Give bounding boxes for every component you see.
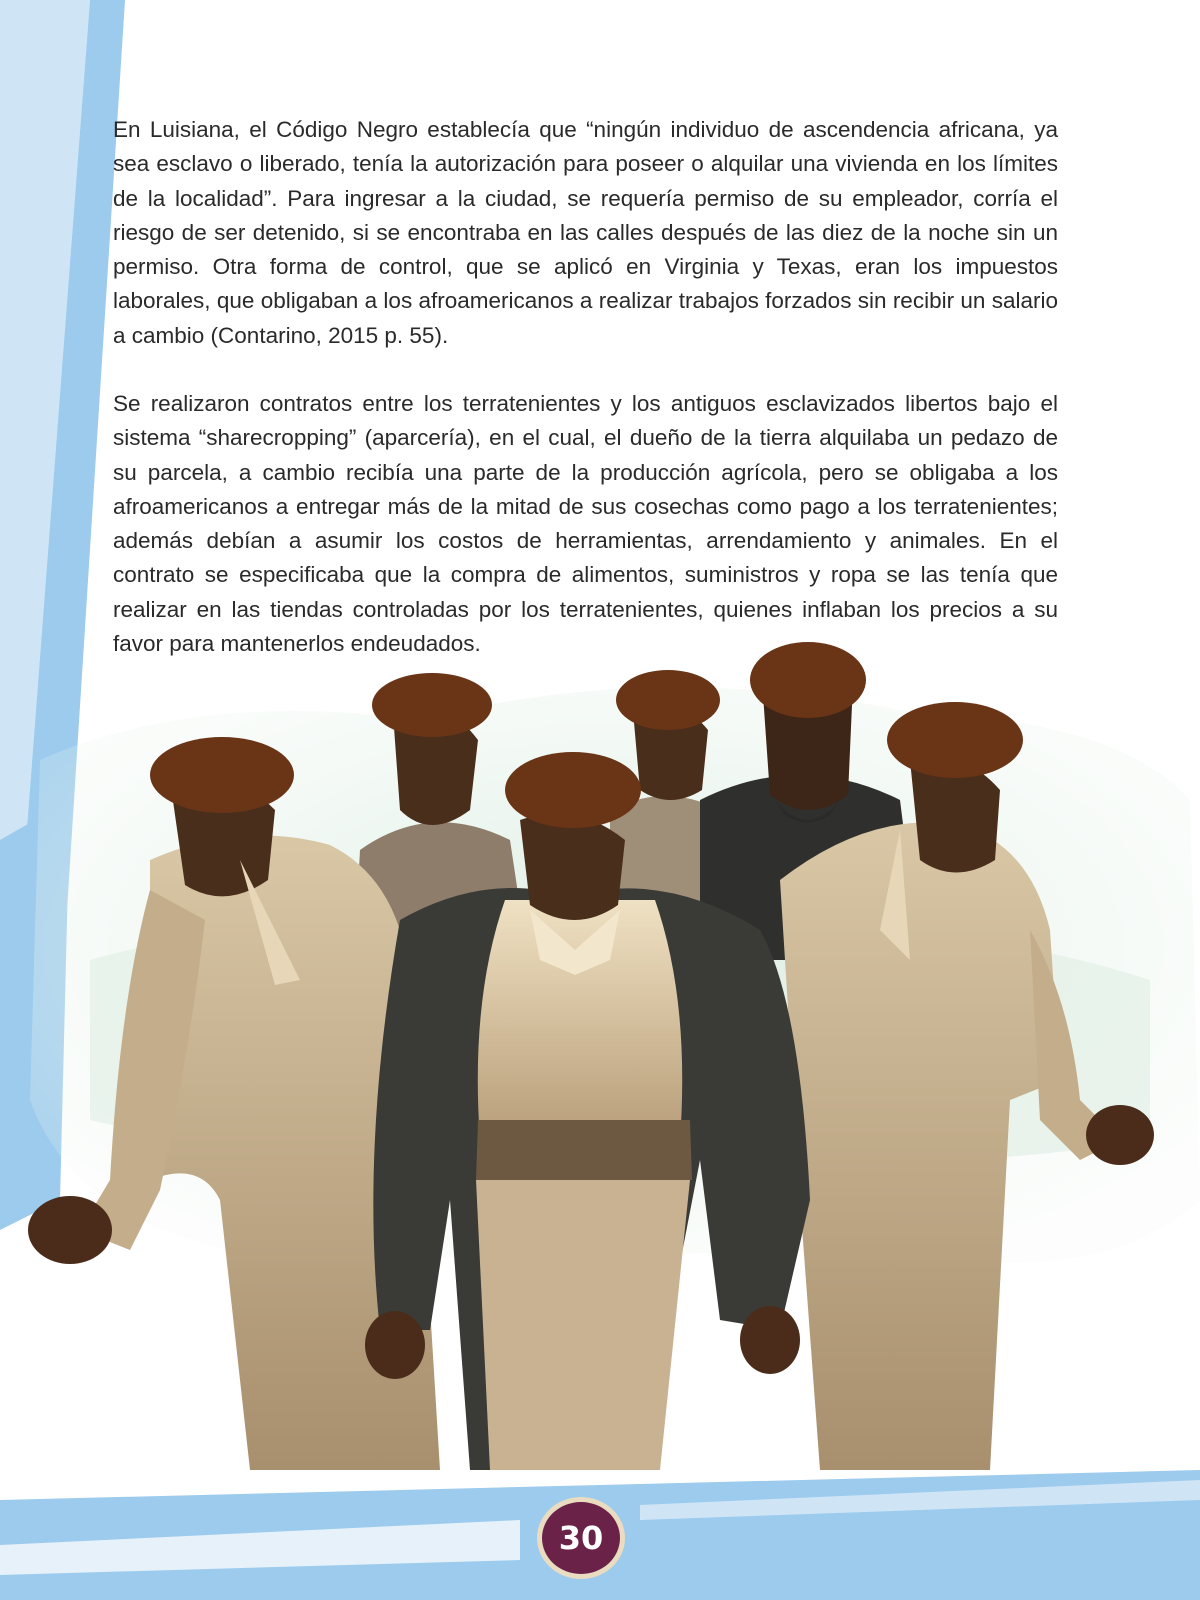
paragraph-text: En Luisiana, el Código Negro establecía que “ningún individuo de ascendencia africana, ya sea esclavo o liberado, tenía la autorización para poseer o alquilar una vivienda en los límites de la localidad”. Para ingresar a la ciudad, se requería permiso de su empleador, corría el riesgo de ser detenido, si se encontraba en las calles después de las diez de la noche sin un permiso. Otra forma de control, que se aplicó en Virginia y Texas, eran los impuestos laborales, que obligaban a los afroamericanos a realizar trabajos forzados sin recibir un salario a cambio (Contarino, 2015 p. 55). xyxy=(113,117,1058,348)
paragraph-luisiana xyxy=(113,113,1058,353)
paragraph-text: Se realizaron contratos entre los terratenientes y los antiguos esclavizados libertos bajo el sistema “sharecropping” (aparcería), en el cual, el dueño de la tierra alquilaba un pedazo de su parcela, a cambio recibía una parte de la producción agrícola, pero se obligaba a los afroamericanos a entregar más de la mitad de sus cosechas como pago a los terratenientes; además debían a asumir los costos de herramientas, arrendamiento y animales. En el contrato se especificaba que la compra de alimentos, suministros y ropa se las tenía que realizar en las tiendas controladas por los terratenientes, quienes inflaban los precios a su favor para mantenerlos endeudados. xyxy=(113,391,1058,657)
paragraph-sharecropping xyxy=(113,387,1058,661)
page-number: 30 xyxy=(558,1519,604,1557)
illustration-group-of-men xyxy=(0,640,1200,1500)
page-number-badge xyxy=(537,1497,625,1579)
